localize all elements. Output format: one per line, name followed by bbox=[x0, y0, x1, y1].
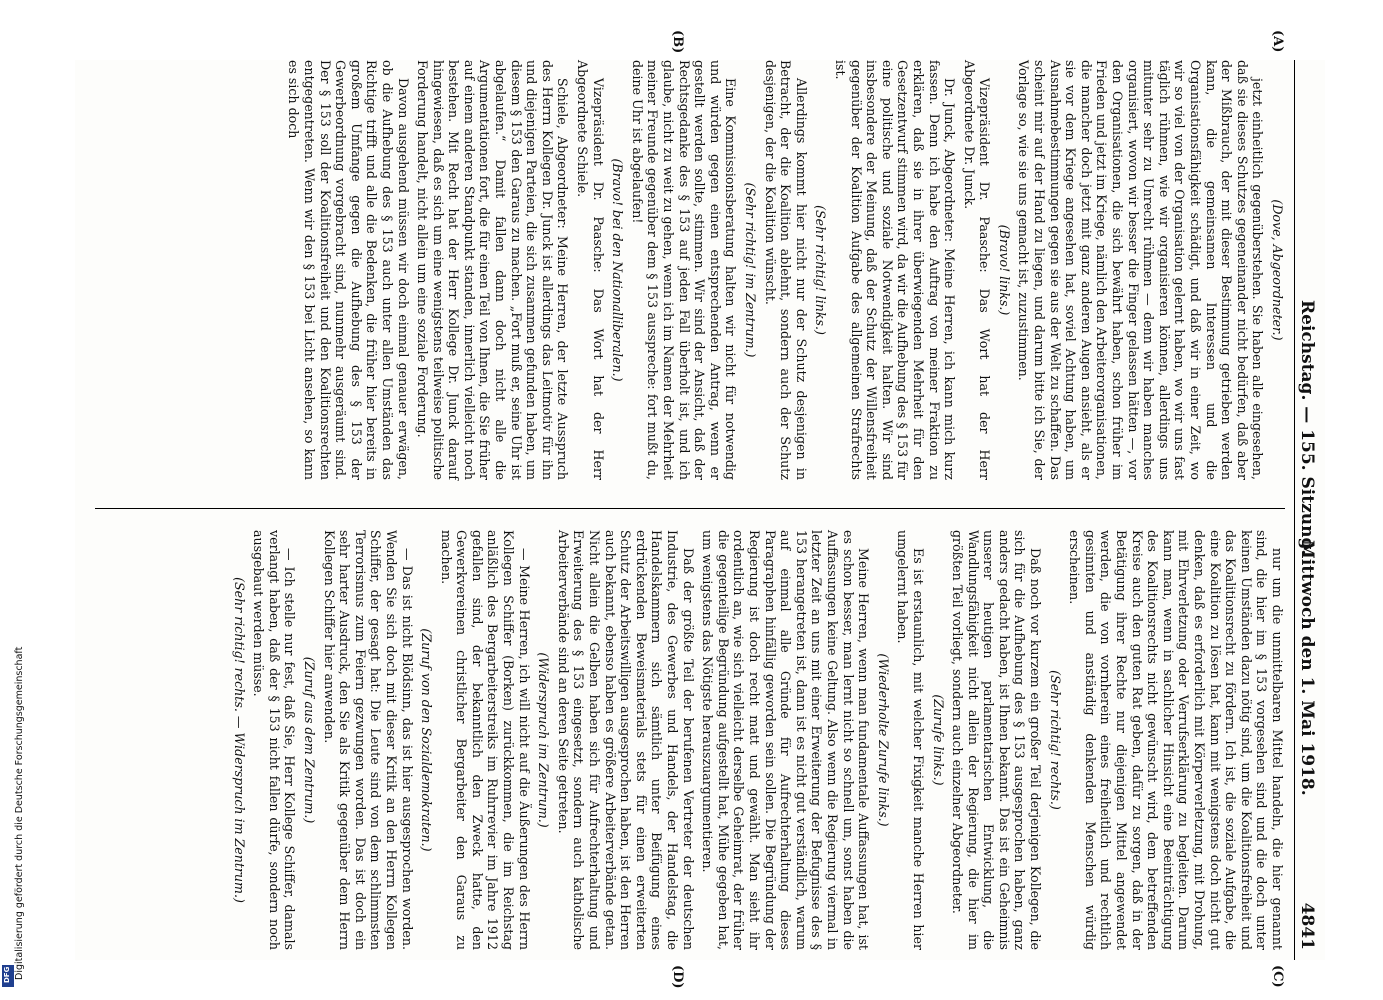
paragraph: jetzt einheitlich gegenüberstehen. Sie haben alle eingesehen, daß sie dieses Schutzes gegeneinander nicht bedürfen, daß aber der Mißbrauch, der mit dieser Bestimmung getrieben werden kann, die gemeinsamen Interessen und die Organisationsfähigkeit schädigt, und daß wir in einer Zeit, wo wir so viel von der Organisation gelernt haben, wo wir uns fast täglich rühmen, wie wir organisieren können, allerdings uns mitunter sehr zu Unrecht rühmen — denn wir haben manches organisiert, wovon wir besser die Finger gelassen hätten —, vor den Organisationen, die sich bewährt haben, schon früher im Frieden und jetzt im Kriege, nämlich den Arbeiterorganisationen, die mancher doch jetzt mit ganz anderen Augen ansieht, als er sie vor dem Kriege angesehen hat, soviel Achtung haben, um Ausnahmebestimmungen gegen sie aus der Welt zu schaffen. Das scheint mir auf der Hand zu liegen, und darum bitte ich Sie, der Vorlage so, wie sie uns gemacht ist, zuzustimmen. bbox=[1016, 60, 1266, 480]
interjection-text: (Zuruf aus dem Zentrum.) bbox=[301, 656, 317, 824]
header-date: Mittwoch den 1. Mai 1918. bbox=[1297, 540, 1317, 796]
interjection-text: (Bravo! links.) bbox=[996, 224, 1012, 316]
right-text-column bbox=[227, 530, 1285, 950]
digitization-credit: Digitalisierung gefördert durch die Deutsche Forschungsgemeinschaft bbox=[14, 646, 25, 980]
interjection-text: (Zuruf von den Sozialdemokraten.) bbox=[419, 628, 435, 852]
paragraph: Daß der größte Teil der berufenen Vertreter der deutschen Industrie, des Gewerbes und Handels, der Handelstag, die Handelskammern sich sämtlich unter Beifügung eines erdrückenden Beweismaterials stets für einen erweiterten Schutz der Arbeitswilligen ausgesprochen haben, ist den Herren auch bekannt, ebenso haben es größere Arbeiterverbände getan. Nicht allein die Gelben haben sich für Aufrechterhaltung und Erweiterung des § 153 eingesetzt, sondern auch katholische Arbeiterverbände sind an deren Seite getreten. bbox=[555, 530, 696, 950]
interjection-text: (Widerspruch im Zentrum.) bbox=[536, 652, 552, 828]
paragraph: Es ist erstaunlich, mit welcher Fixigkeit manche Herren hier umgelernt haben. bbox=[895, 530, 926, 950]
dfg-logo-icon bbox=[2, 965, 14, 987]
paragraph: nur um die unmittelbaren Mittel handeln, die hier genannt sind, die hier im § 153 vorgesehen sind und die doch unter keinen Umständen dazu nötig sind, um die Koalitionsfreiheit und das Koalitionsrecht zu fördern. Ich ist, die soziale Aufgabe, die eine Koalition zu lösen hat, kann mit wenigstens doch nicht gut denken, daß es erforderlich mit Körperverletzung, mit Drohung, mit Ehrverletzung oder Verrufserklärung zu begleiten. Darum kann man, wenn in sachlicher Hinsicht eine Beeinträchtigung des Koalitionsrechts nicht gewünscht wird, dem betreffenden Kreise auch den guten Rat geben, dafür zu sorgen, daß in der Betätigung ihrer Rechte nur diejenigen Mittel angewendet werden, die von vornherein eines freiheitlich und rechtlich gesinnten und anständig denkenden Menschen würdig erscheinen. bbox=[1067, 530, 1285, 950]
margin-marker-d: (D) bbox=[670, 965, 685, 989]
paragraph: — Ich stelle nur fest, daß Sie, Herr Kollege Schiffer, damals verlangt haben, daß der § 153 nicht fallen dürfe, sondern noch ausgebaut werden müsse. bbox=[251, 530, 298, 950]
interjection-text: (Sehr richtig! links.) bbox=[813, 205, 829, 335]
margin-marker-b: (B) bbox=[670, 30, 685, 54]
paragraph: Meine Herren, wenn man fundamentale Auffassungen hat, ist es schon besser, man lernt nicht so schnell um, sonst haben die Auffassungen keine Geltung. Also wenn die Regierung viermal in letzter Zeit an uns mit einer Erweiterung der Befugnisse des § 153 herangetreten ist, dann ist es nicht gut verständlich, warum auf einmal alle Gründe für Aufrechterhaltung dieses Paragraphen hinfällig geworden sein sollen. Die Begründung der Regierung ist doch recht matt und gewählt. Man sieht ihr ordentlich an, wie sich vielleicht derselbe Geheimrat, der früher die gegenteilige Begründung aufgestellt hat, Mühe gegeben hat, um wenigstens das Nötigste herauszuargumentieren. bbox=[700, 530, 872, 950]
margin-marker-a: (A) bbox=[1270, 30, 1285, 53]
dfg-logo-label: DFG bbox=[3, 966, 11, 983]
paragraph: Schiele, Abgeordneter: Meine Herren, der letzte Ausspruch des Herrn Kollegen Dr. Junck ist allerdings das Leitmotiv für ihn und diejenigen Parteien, die sich zusammen gefunden haben, um diesem § 153 den Garaus zu machen. „Fort muß er, seine Uhr ist abgelaufen.“ Damit fallen dann doch nicht alle die Argumentationen fort, die für einen Teil von Ihnen, die Sie früher auf einem anderen Standpunkt standen, innerlich vielleicht noch bestehen. Mit Recht hat der Herr Kollege Dr. Junck darauf hingewiesen, daß es sich um eine wenigstens teilweise politische Forderung handelt, nicht allein um eine soziale Forderung. bbox=[415, 60, 571, 480]
margin-marker-c: (C) bbox=[1270, 965, 1285, 988]
paragraph: Eine Kommissionsberatung halten wir nicht für notwendig und würden gegen einen entsprechenden Antrag, wenn er gestellt werden sollte, stimmen. Wir sind der Ansicht, daß der Rechtsgedanke des § 153 auf jeden Fall überholt ist, und ich glaube, nicht zu weit zu gehen, wenn ich im Namen der Mehrheit meiner Freunde gegenüber dem § 153 ausspreche: fort mußt du, deine Uhr ist abgelaufen! bbox=[629, 60, 739, 480]
paragraph: Vizepräsident Dr. Paasche: Das Wort hat der Herr Abgeordnete Dr. Junck. bbox=[961, 60, 993, 480]
interjection-text: (Sehr richtig! im Zentrum.) bbox=[743, 182, 758, 358]
interjection-text: (Wiederholte Zurufe links.) bbox=[875, 653, 891, 827]
column-divider bbox=[95, 508, 1285, 509]
page-number: 4841 bbox=[1297, 902, 1317, 950]
paragraph: — Meine Herren, ich will nicht auf die Äußerungen des Herrn Kollegen Schiffer (Borken) zurückkommen, die im Reichstag anläßlich des Bergarbeiterstreiks im Ruhrrevier im Jahre 1912 gefallen sind, der bekanntlich den Zweck hatte, den Gewerkvereinen christlicher Bergarbeiter den Garaus zu machen. bbox=[438, 530, 532, 950]
interjection-text: (Zurufe links.) bbox=[930, 694, 946, 786]
left-text-column bbox=[282, 60, 1285, 480]
interjection-text: (Bravo! bei den Nationalliberalen.) bbox=[610, 158, 626, 382]
paragraph: Daß noch vor kurzem ein großer Teil derjenigen Kollegen, die sich für die Aufhebung des § 153 ausgesprochen haben, ganz anders gedacht haben, ist Ihnen bekannt. Das ist ein Geheimnis unserer heutigen parlamentarischen Entwicklung, die Wandlungsfähigkeit nicht allein der Regierung, die hier im größten Teil vorliegt, sondern auch einzelner Abgeordneter. bbox=[950, 530, 1044, 950]
rotated-document-page bbox=[75, 30, 1325, 989]
interjection-text: (Dove, Abgeordneter.) bbox=[1270, 199, 1285, 341]
page-header bbox=[1294, 60, 1325, 960]
interjection-text: (Sehr richtig! rechts. — Widerspruch im Zentrum.) bbox=[231, 577, 247, 903]
header-title: Reichstag. — 155. Sitzung. bbox=[1297, 300, 1317, 556]
paragraph: Vizepräsident Dr. Paasche: Das Wort hat der Herr Abgeordnete Schiele. bbox=[575, 60, 606, 480]
paragraph: — Das ist nicht Blödsinn, das ist hier ausgesprochen worden. Wenden Sie sich doch mit dieser Kritik an den Herrn Kollegen Schiffer, der gesagt hat: Die Leute sind von dem schlimmsten Terrorismus zum Feiern gezwungen worden. Das ist doch ein sehr harter Ausdruck, den Sie als Kritik gegenüber dem Herrn Kollegen Schiffer hier anwenden. bbox=[321, 530, 415, 950]
paragraph: Dr. Junck, Abgeordneter: Meine Herren, ich kann mich kurz fassen. Denn ich habe den Auftrag von meiner Fraktion zu erklären, daß sie in ihrer überwiegenden Mehrheit für den Gesetzentwurf stimmen wird, da wir die Aufhebung des § 153 für eine politische und soziale Notwendigkeit halten. Wir sind insbesondere der Meinung, daß der Schutz der Willensfreiheit gegenüber der Koalition Aufgabe des allgemeinen Strafrechts ist. bbox=[832, 60, 958, 480]
paragraph: Allerdings kommt hier nicht nur der Schutz desjenigen in Betracht, der die Koalition ablehnt, sondern auch der Schutz desjenigen, der die Koalition wünscht. bbox=[762, 60, 809, 480]
interjection-text: (Sehr richtig! rechts.) bbox=[1047, 670, 1063, 810]
paragraph: Davon ausgehend müssen wir doch einmal genauer erwägen, ob die Aufhebung des § 153 auch unter allen Umständen das Richtige trifft und alle die Bedenken, die früher hier bereits in großem Umfange gegen die Aufhebung des § 153 der Gewerbeordnung vorgebracht sind, nunmehr ausgeräumt sind. Der § 153 soll der Koalitionsfreiheit und den Koalitionsrechten entgegentreten. Wenn wir den § 153 bei Licht ansehen, so kann es sich doch bbox=[286, 60, 411, 480]
